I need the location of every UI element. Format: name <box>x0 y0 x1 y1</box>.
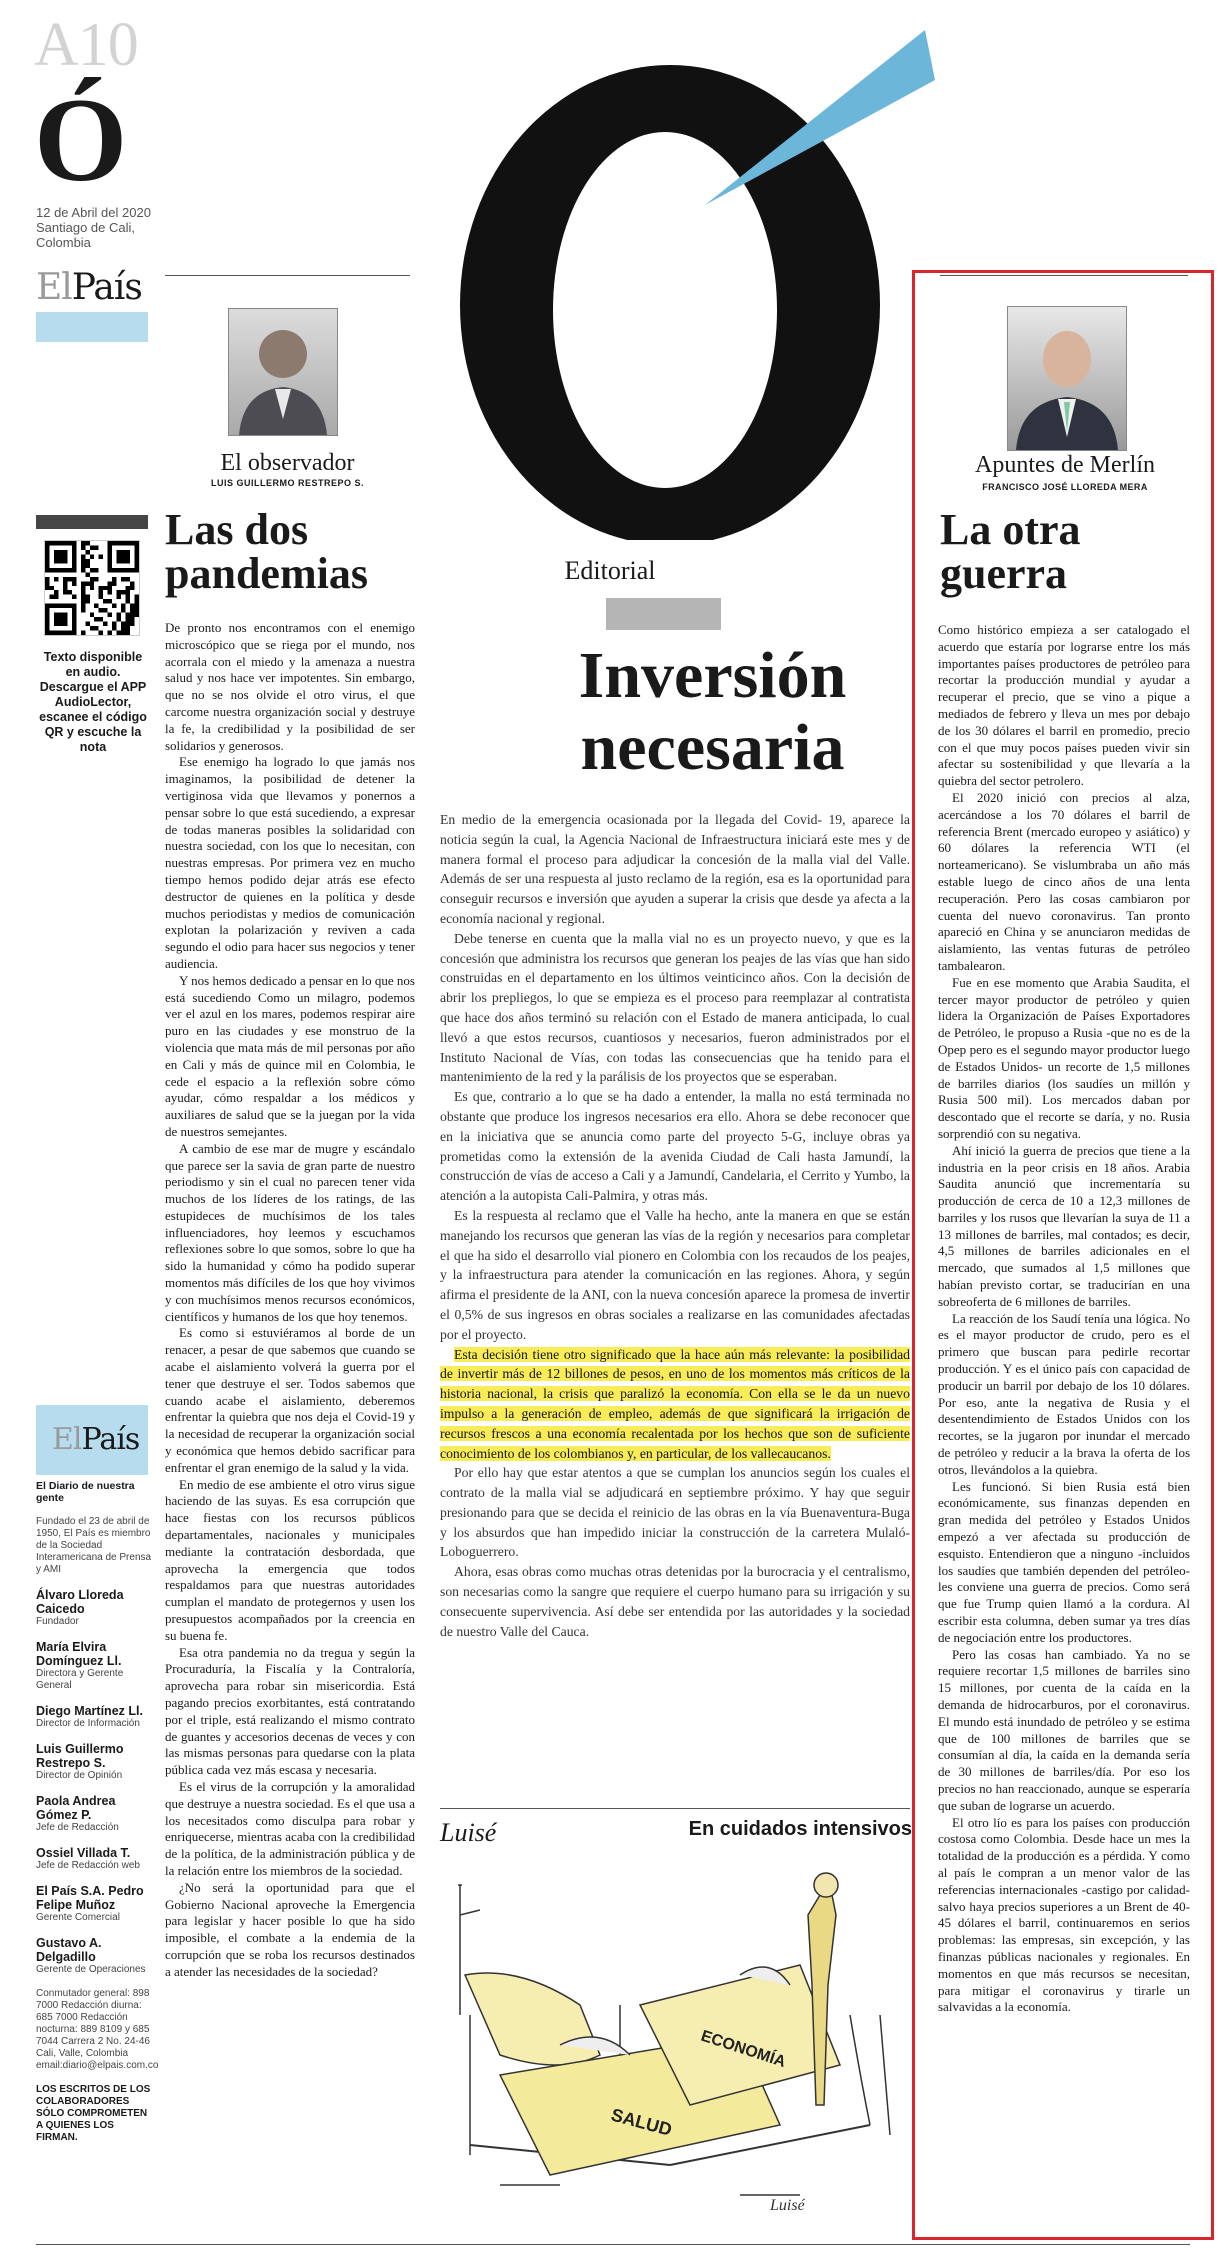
masthead-logo <box>52 1422 140 1457</box>
founding-note: Fundado el 23 de abril de 1950, El País es miembro de la Sociedad Interamericana de Prensa y AMI <box>36 1516 152 1575</box>
contact-info: Conmutador general: 898 7000 Redacción diurna: 685 7000 Redacción nocturna: 889 8109 y 685 7044 Carrera 2 No. 24-46 Cali, Valle, Colombia email:diario@elpais.com.co <box>36 1988 159 2071</box>
qr-caption: Texto disponible en audio. Descargue el APP AudioLector, escanee el código QR y escuche la nota <box>39 650 147 754</box>
author-portrait-icon <box>229 309 337 435</box>
staff-role: Gerente de Operaciones <box>36 1964 146 1975</box>
staff-role: Director de Información <box>36 1718 140 1729</box>
editorial-paragraph: En medio de la emergencia ocasionada por la llegada del Covid- 19, aparece la noticia según la cual, la Agencia Nacional de Infraestructura iniciará este mes y de manera formal el proceso para adjudicar la concesión de la malla vial del Valle. Además de ser una respuesta al justo reclamo de la región, esa es la oportunidad para conseguir recursos e inversión que ayuden a superar la crisis que desde ya afecta a la economía nacional y regional. <box>440 812 910 926</box>
disclaimer: LOS ESCRITOS DE LOS COLABORADORES SÓLO COMPROMETEN A QUIENES LOS FIRMAN. <box>36 2084 151 2143</box>
column-rule <box>165 275 410 276</box>
bed-label: SALUD <box>608 2104 675 2140</box>
editorial-paragraph: Es que, contrario a lo que se ha dado a entender, la malla no está terminada no obstante que produce los ingresos necesarios era ello. Ahora se debe reconocer que en la iniciativa que se anuncia como parte del proyecto 5-G, incluye obras ya prometidas como la extensión de la avenida Ciudad de Cali hasta Jamundí, la construcción de vías de acceso a Cali y a Jamundí, Candelaria, el Cerrito y Yumbo, la atención a la autopista Cali-Palmira, y otras más. <box>440 1089 910 1204</box>
staff-role: Director de Opinión <box>36 1770 123 1781</box>
column-paragraph: Les funcionó. Si bien Rusia está bien económicamente, sus finanzas dependen en gran medida del petróleo y Estados Unidos empezó a ver afectada su producción de esquisto. Entendieron que a ninguno -incluidos los saudíes que también dependen del petróleo- les conviene una guerra de precios. Como será que fue Trump quien llamó a la cordura. Al escribir esta columna, deben sumar ya tres días de negociación entre los productores. <box>938 1478 1190 1645</box>
column-paragraph: Ahí inició la guerra de precios que tiene a la industria en la peor crisis en 18 años. Arabia Saudita anunció que incrementaría su producción de cerca de 10 a 12,3 millones de barriles y los rusos que llevarían la suya de 11 a 13 millones de barriles, mal contados; es decir, 4,5 millones de barriles adicionales en el mercado, que sumados al 1,5 millones que habían previsto cortar, se traducirían en una sobreoferta de 6 millones de barriles. <box>938 1142 1190 1309</box>
column-paragraph: Como histórico empieza a ser catalogado el acuerdo que estaría por lograrse entre los más importantes países productores de petróleo para recortar la producción mundial y ayudar a recuperar el precio, que se vino a pique a mediados de febrero y lleva un mes por debajo de los 30 dólares el barril en promedio, precio con el que muy pocos países pueden vivir sin afectar su sostenibilidad y que llevaría a la quiebra del sector petrolero. <box>938 622 1190 789</box>
editorial-bar <box>606 598 721 630</box>
author-photo <box>228 308 338 436</box>
cartoon-signature: Luisé <box>770 2197 805 2214</box>
editorial-headline: Inversión necesaria <box>578 639 847 784</box>
column-body <box>165 620 415 1981</box>
column-author: LUIS GUILLERMO RESTREPO S. <box>210 478 364 488</box>
author-portrait-icon <box>1008 307 1126 450</box>
staff-role: Fundador <box>36 1616 79 1627</box>
column-rule <box>940 275 1188 276</box>
cartoon-illustration <box>440 1855 910 2230</box>
editorial-body <box>440 810 910 1641</box>
author-photo <box>1007 306 1127 451</box>
logo-prefix: El <box>52 1422 82 1457</box>
staff-name: Luis Guillermo Restrepo S. <box>36 1742 124 1770</box>
logo-accent-bar <box>36 312 148 342</box>
column-paragraph: Y nos hemos dedicado a pensar en lo que nos está sucediendo Como un milagro, podemos ver el azul en los mares, podemos respirar aire puro en las ciudades y ese monstruo de la violencia que mata más de mil personas por año en Cali y más de quince mil en Colombia, le cede el espacio a la reflexión sobre cómo ayudar, cómo respaldar a los médicos y auxiliares de salud que se la juegan por la vida de nuestros semejantes. <box>165 972 415 1139</box>
logo-prefix: El <box>36 267 72 308</box>
column-paragraph: Pero las cosas han cambiado. Ya no se requiere recortar 1,5 millones de barriles sino 15 millones, por cuenta de la caída en la demanda de hidrocarburos, por el coronavirus. El mundo está inundado de petróleo y se estima que de 100 millones de barriles que se consumían al día, la caída en la demanda sería de 30 millones de barriles/día. Por eso los precios no han reaccionado, aunque se esperaría que suban de lograrse un acuerdo. <box>938 1646 1190 1813</box>
column-headline: La otra guerra <box>940 505 1081 598</box>
column-paragraph: A cambio de ese mar de mugre y escándalo que parece ser la savia de gran parte de nuestro periodismo y sin el cual no parecen tener vida muchos de los líderes de los ratings, de las estupideces de muchísimos de los tales influenciadores, hoy leemos y escuchamos reflexiones sobre lo que somos, sobre lo que ha sido la humanidad y cómo ha podido superar momentos más difíciles de los que hoy vivimos y con muchísimos menos recursos económicos, científicos y humanos de los que hoy tenemos. <box>165 1140 415 1324</box>
staff-role: Jefe de Redacción <box>36 1822 119 1833</box>
masthead-tagline: El Diario de nuestra gente <box>36 1480 135 1504</box>
column-paragraph: En medio de ese ambiente el otro virus sigue haciendo de las suyas. Es esa corrupción que hace fiestas con los recursos públicos departamentales, nacionales y municipales mediante la contratación desbordada, que aprovecha la emergencia que todos respaldamos para que nuestras autoridades cumplan el mandato de protegernos y usen los presupuestos acompañados por la creencia en su buena fe. <box>165 1476 415 1643</box>
cartoon-rule <box>440 1808 910 1809</box>
staff-name: Gustavo A. Delgadillo <box>36 1936 102 1964</box>
cartoonist-name: Luisé <box>440 1818 497 1847</box>
column-kicker: Apuntes de Merlín <box>975 452 1155 478</box>
footer-rule <box>36 2244 1190 2245</box>
column-paragraph: El 2020 inició con precios al alza, acercándose a los 70 dólares el barril de referencia Brent (mercado europeo y asiático) y 60 dólares la referencia WTI (el norteamericano). Se vislumbraba un año más estable luego de cinco años de una lenta recuperación. Pero las cosas cambiaron por cuenta del nuevo coronavirus. Tan pronto apareció en China y se anunciaron medidas de aislamiento, las ventas futuras de petróleo tambalearon. <box>938 789 1190 973</box>
logo-name: País <box>71 267 142 308</box>
opinion-big-o-logo <box>420 20 940 540</box>
column-paragraph: De pronto nos encontramos con el enemigo microscópico que se riega por el mundo, nos acorrala con el miedo y la amenaza a nuestra salud y nos hace ver impotentes. Sin embargo, que no se nos olvide el otro virus, el que carcome nuestra organización social y destruye la fe, la credibilidad y la posibilidad de ser solidarios y generosos. <box>165 620 415 753</box>
highlighted-text: Esta decisión tiene otro significado que la hace aún más relevante: la posibilidad de invertir más de 12 billones de pesos, en uno de los momentos más críticos de la historia nacional, la crisis que paralizó la economía. Con ella se le da un nuevo impulso a la generación de empleo, además de que significará la irrigación de recursos frescos a una economía recalentada por los hechos que son de suficiente conocimiento de los colombianos y, en particular, de los vallecaucanos. <box>440 1346 910 1461</box>
staff-role: Directora y Gerente General <box>36 1668 124 1691</box>
cartoon-title: En cuidados intensivos <box>688 1818 912 1840</box>
logo-name: País <box>81 1422 140 1457</box>
column-paragraph: El otro lío es para los países con producción costosa como Colombia. Desde hace un mes la totalidad de la producción es a pérdida. Y como al país le compran a un menor valor de las referencias internacionales -castigo por calidad- salvo haya precios superiores a un Brent de 40-45 dólares el barril, continuaremos en serios problemas: las empresas, sin excepción, y las finanzas públicas nacionales y regionales. En momentos en que más recursos se necesitan, para mitigar el coronavirus y tirarle un salvavidas a la economía. <box>938 1814 1190 2015</box>
column-paragraph: Fue en ese momento que Arabia Saudita, el tercer mayor productor de petróleo y quien lidera la Organización de Países Exportadores de Petróleo, le propuso a Rusia -que no es de la Opep pero es el segundo mayor productor luego de Estados Unidos- un recorte de 1,5 millones de barriles diarios (los saudíes un millón y Rusia 500 mil). Los mercados daban por descontado que el recorte se daría, y no. Rusia sorprendió con su negativa. <box>938 974 1190 1141</box>
el-pais-logo <box>36 267 142 308</box>
staff-list <box>36 1588 156 1976</box>
page-number: A10 <box>34 11 138 79</box>
qr-code-icon[interactable] <box>44 540 140 636</box>
column-author: FRANCISCO JOSÉ LLOREDA MERA <box>982 482 1148 492</box>
staff-name: Diego Martínez Ll. <box>36 1704 143 1718</box>
editorial-paragraph: Ahora, esas obras como muchas otras detenidas por la burocracia y el centralismo, son necesarias como la sangre que requiere el cuerpo humano para su irrigación y su consecuente supervivencia. Así debe ser entendida por las autoridades y la sociedad de nuestro Valle del Cauca. <box>440 1564 910 1639</box>
opinion-logo-small <box>34 73 128 206</box>
staff-name: María Elvira Domínguez Ll. <box>36 1640 122 1668</box>
column-paragraph: Esa otra pandemia no da tregua y según la Procuraduría, la Fiscalía y la Contraloría, aprovecha para robar sin misericordia. Está pagando precios exorbitantes, está contratando por el triple, está realizando el mismo contrato de guantes y accesorios decenas de veces y con las mismas personas para quedarse con la plata pública cada vez más escasa y necesaria. <box>165 1644 415 1778</box>
editorial-kicker: Editorial <box>564 556 656 585</box>
column-paragraph: ¿No será la oportunidad para que el Gobierno Nacional aproveche la Emergencia para legislar y hacer posible lo que ha sido imposible, el combate a la endemia de la corrupción que se roba los recursos destinados a atender las necesidades de la sociedad? <box>165 1879 415 1979</box>
bed-label: ECONOMÍA <box>698 2027 788 2071</box>
staff-name: Álvaro Lloreda Caicedo <box>36 1588 124 1616</box>
column-paragraph: Es el virus de la corrupción y la amoralidad que destruye a nuestra sociedad. Es el que usa a los necesitados como disculpa para robar y enriquecerse, mientras acaba con la credibilidad de la política, de la administración pública y de la relación entre los miembros de la sociedad. <box>165 1778 415 1878</box>
staff-name: Ossiel Villada T. <box>36 1846 131 1860</box>
column-paragraph: Ese enemigo ha logrado lo que jamás nos imaginamos, la posibilidad de detener la vertiginosa vida que llevamos y ponernos a pensar sobre lo que está sucediendo, a expresar de todas maneras posibles la solidaridad con nuestra sociedad, con los que lo necesitan, con nuestras empresas. Por primera vez en mucho tiempo hemos podido dejar atrás ese efecto destructor de quienes en la política y desde muchos periodistas y medios de comunicación explotan la polarización y reviven a cada segundo el odio para hacer sus negocios y tener audiencia. <box>165 754 415 971</box>
staff-role: Gerente Comercial <box>36 1912 120 1923</box>
masthead-staff <box>36 1480 159 2144</box>
editorial-paragraph: Por ello hay que estar atentos a que se cumplan los anuncios según los cuales el contrato de la malla vial se adjudicará en septiembre próximo. Y hay que seguir presionando para que se decida el reinicio de las obras en la vía Buenaventura-Buga y los absurdos que han impedido iniciar la construcción de la carretera Mulaló-Loboguerrero. <box>440 1465 910 1560</box>
qr-header-bar <box>36 515 148 529</box>
staff-role: Jefe de Redacción web <box>36 1860 140 1871</box>
staff-name: El País S.A. Pedro Felipe Muñoz <box>36 1884 144 1912</box>
opinion-letter-small: Ó <box>34 73 128 206</box>
editorial-paragraph: Debe tenerse en cuenta que la malla vial no es un proyecto nuevo, y que es la concesión que administra los recursos que generan los peajes de las vías que han sido construidas en el departamento en los últimos veinticinco años. Con la decisión de abrir los prepliegos, lo que se empieza es el proceso para reemplazar al contratista que hace dos años terminó su relación con el Estado de manera anticipada, lo cual llevó a que estos recursos, cuantiosos y necesarios, fueron administrados por el Instituto Nacional de Vías, con todas las consecuencias que ha tenido para el mantenimiento de la red y la parálisis de los proyectos que se esperaban. <box>440 930 910 1085</box>
column-kicker: El observador <box>220 450 355 476</box>
dateline: 12 de Abril del 2020 Santiago de Cali, Colombia <box>36 205 151 250</box>
column-headline: Las dos pandemias <box>165 505 368 598</box>
editorial-paragraph: Es la respuesta al reclamo que el Valle ha hecho, ante la manera en que se están manejando los recursos que generan las vías de la región y necesarios para completar el que ha sido el desarrollo vial pionero en Colombia con los recaudos de los peajes, y la infraestructura para atender la comunicación en las regiones. Ahora, y según afirma el presidente de la ANI, con la nueva concesión aparece la promesa de invertir el 0,5% de sus ingresos en obras sociales a realizarse en las comunidades afectadas por el proyecto. <box>440 1207 910 1342</box>
column-paragraph: La reacción de los Saudí tenía una lógica. No es el mayor productor de crudo, pero es el primero que buscan para pedirle recortar producción. Y es el único país con capacidad de producir un barril por debajo de los 10 dólares. Por eso, ante la negativa de Rusia y el desentendimiento de Estados Unidos con los recortes, se la jugaron por inundar el mercado de petróleo y reducir a la brava la oferta de los otros, llevándolos a la quiebra. <box>938 1310 1190 1477</box>
column-body <box>938 622 1190 2016</box>
column-paragraph: Es como si estuviéramos al borde de un renacer, a pesar de que sabemos que cuando se acabe el aislamiento volverá la guerra por el tener que destruye el ser. Todos sabemos que cuando acabe el aislamiento, deberemos enfrentar la quiebra que nos deja el Covid-19 y la necesidad de recuperar la organización social y económica que hemos debido sacrificar para enfrentar el gran enemigo de la salud y la vida. <box>165 1325 415 1475</box>
staff-name: Paola Andrea Gómez P. <box>36 1794 116 1822</box>
editorial-paragraph-highlighted <box>440 1345 910 1464</box>
